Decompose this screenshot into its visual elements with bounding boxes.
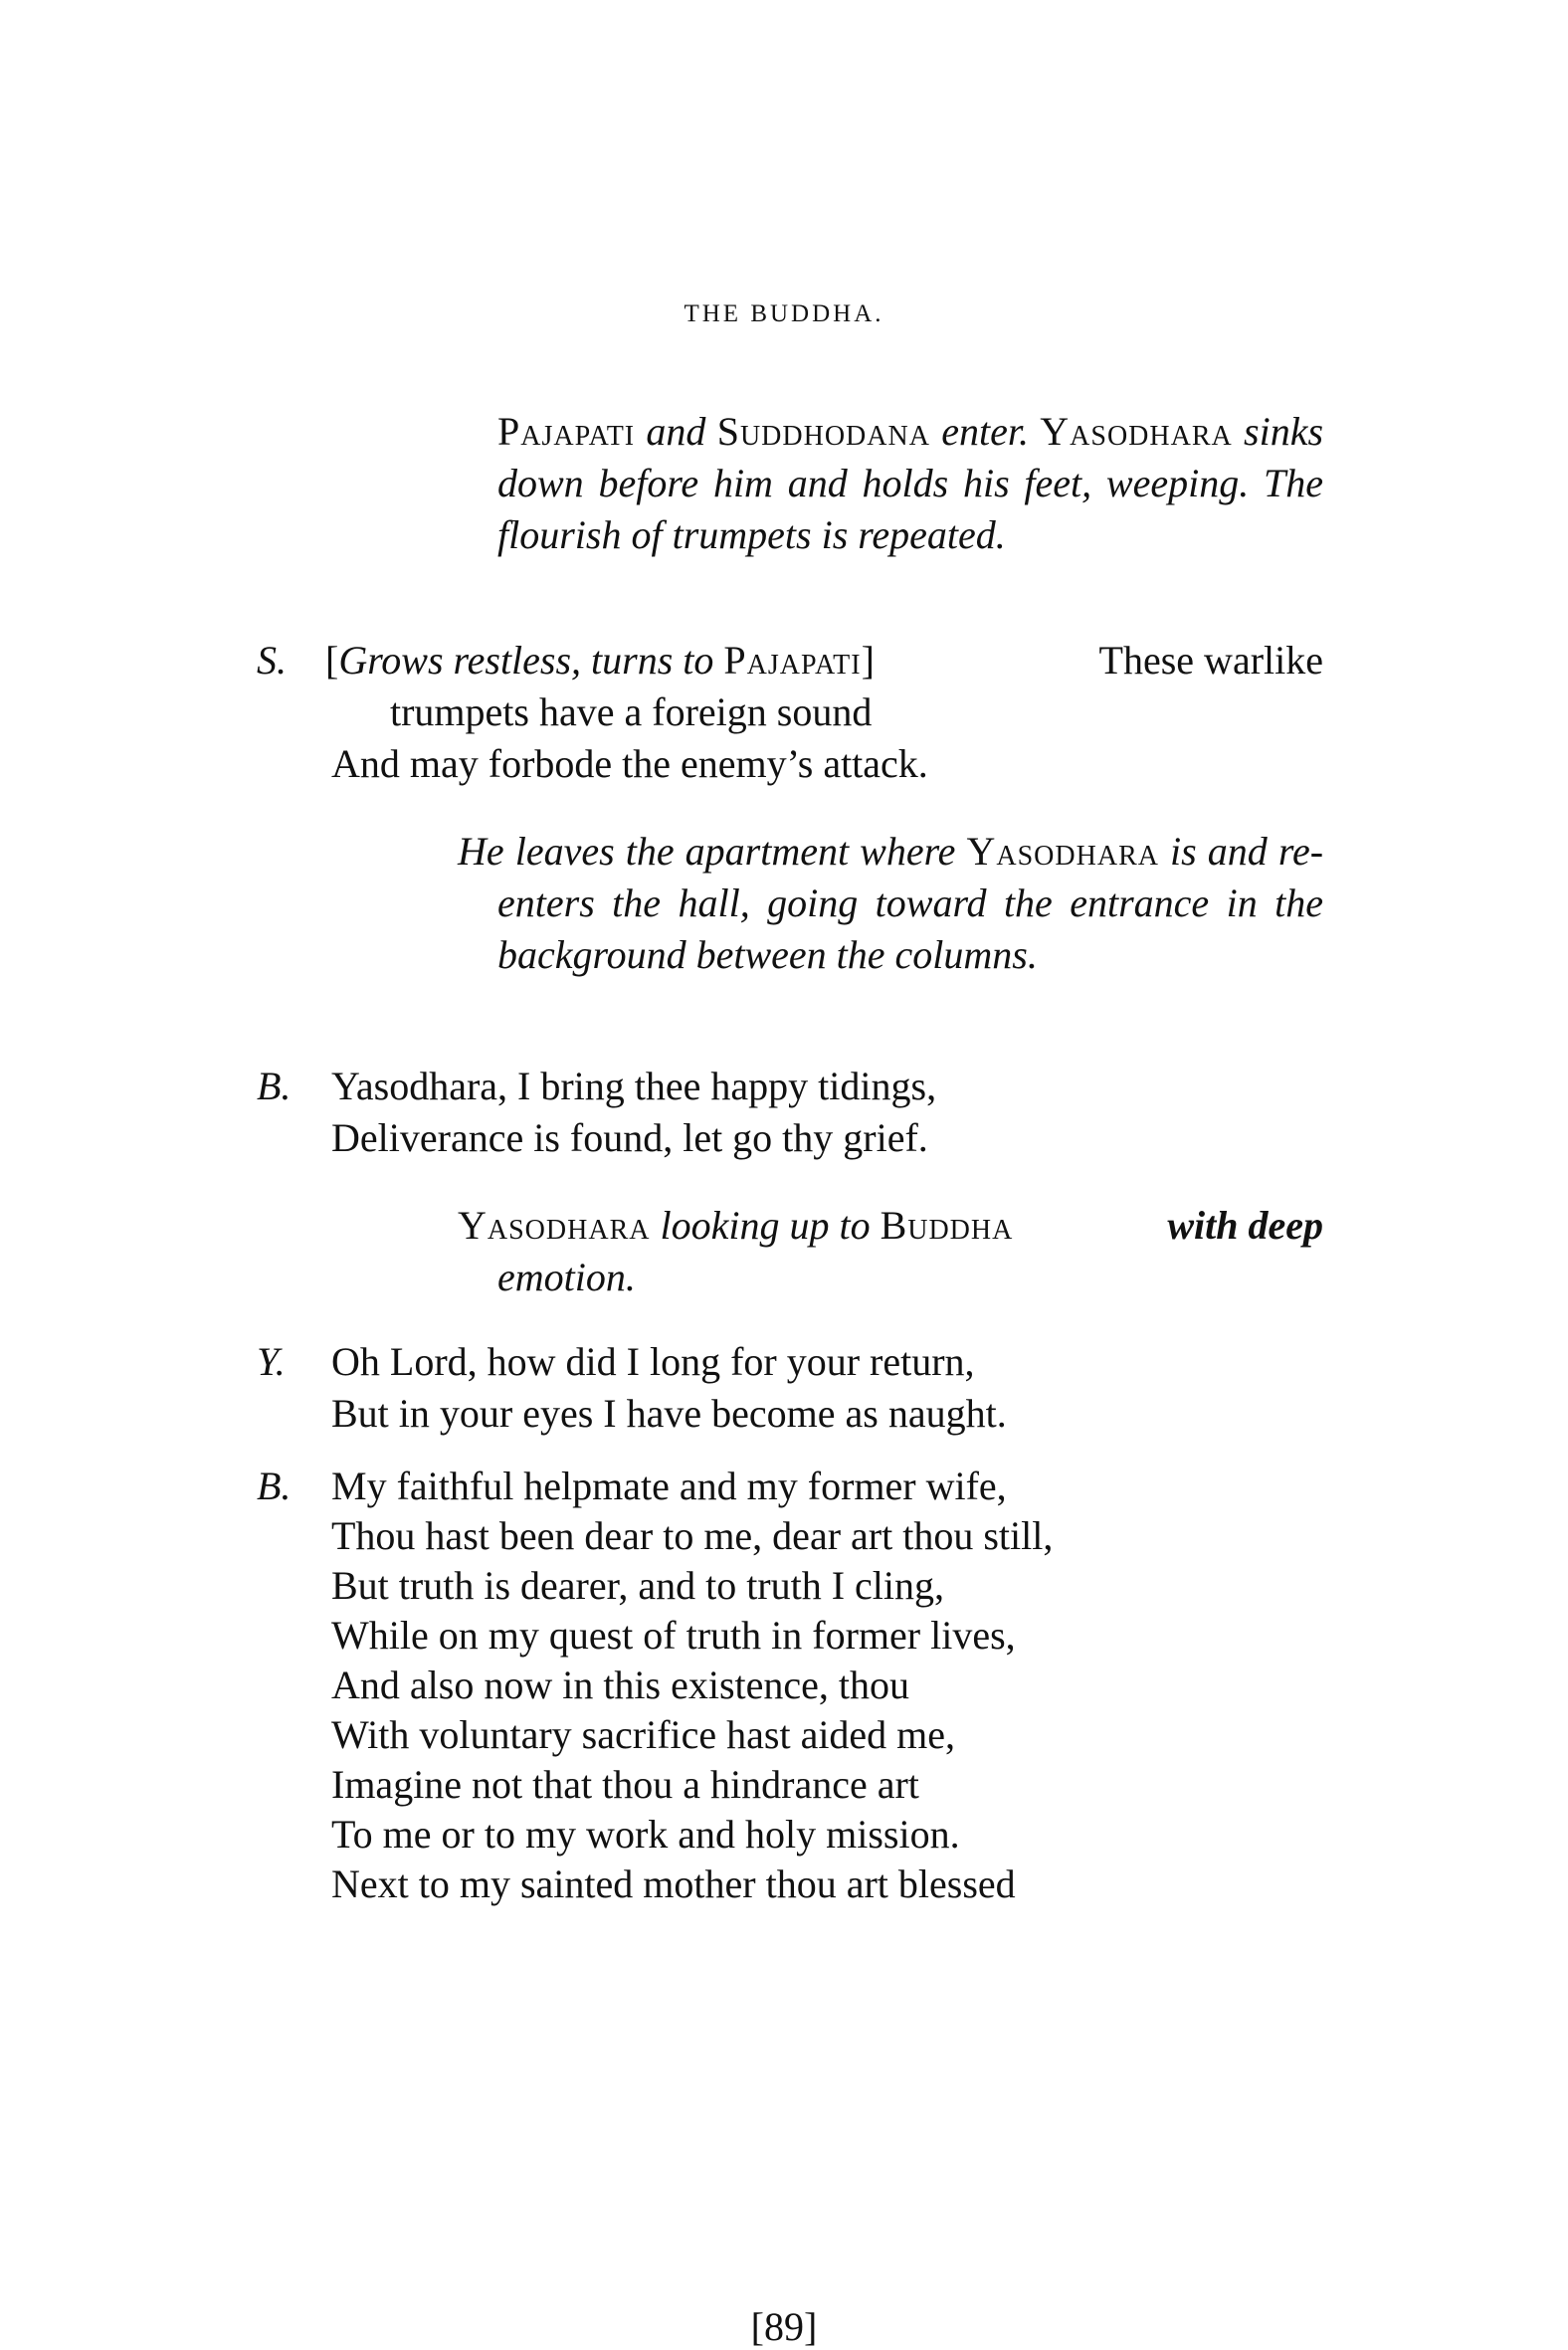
character-name: Buddha xyxy=(880,1203,1014,1248)
dialogue-line: But in your eyes I have become as naught. xyxy=(331,1391,1007,1436)
dialogue-line: Thou hast been dear to me, dear art thou still, xyxy=(331,1513,1054,1558)
dialogue-line: My faithful helpmate and my former wife, xyxy=(331,1464,1007,1508)
character-name: Yasodhara xyxy=(1040,409,1233,454)
dialogue-text: These warlike xyxy=(1098,638,1323,683)
character-name: Suddhodana xyxy=(716,409,930,454)
dialogue-line: Next to my sainted mother thou art blessed xyxy=(331,1861,1016,1906)
stage-text: Grows restless, turns to xyxy=(338,638,714,683)
bracket: ] xyxy=(861,638,875,683)
speaker-label: B. xyxy=(257,1464,292,1508)
dialogue-line: But truth is dearer, and to truth I cling, xyxy=(331,1563,945,1608)
speaker-label: S. xyxy=(257,638,287,683)
character-name: Pajapati xyxy=(723,638,862,683)
running-header: THE BUDDHA. xyxy=(684,300,884,327)
speaker-label: Y. xyxy=(257,1339,286,1384)
dialogue-line: To me or to my work and holy mission. xyxy=(331,1812,960,1857)
stage-direction xyxy=(458,1202,1323,1249)
stage-text: He leaves the apartment where xyxy=(458,829,956,874)
stage-text: with deep xyxy=(1167,1203,1323,1248)
character-name: Pajapati xyxy=(497,409,636,454)
dialogue-line: And may forbode the enemy’s attack. xyxy=(331,741,928,786)
stage-text: emotion. xyxy=(497,1255,636,1299)
stage-text: and xyxy=(646,409,706,454)
dialogue-line: With voluntary sacrifice hast aided me, xyxy=(331,1712,956,1757)
stage-direction xyxy=(458,826,1324,981)
dialogue-line: trumpets have a foreign sound xyxy=(390,689,873,734)
dialogue-line: Yasodhara, I bring thee happy tidings, xyxy=(331,1064,937,1108)
dialogue-line: Oh Lord, how did I long for your return, xyxy=(331,1339,975,1384)
speaker-label: B. xyxy=(257,1064,292,1108)
stage-text: is and re-enters the hall, going toward the entrance in the background between the columns. xyxy=(497,829,1324,977)
stage-text: enter. xyxy=(941,409,1029,454)
dialogue-line: While on my quest of truth in former lives, xyxy=(331,1613,1016,1658)
character-name: Yasodhara xyxy=(458,1203,651,1248)
bracket: [ xyxy=(325,638,339,683)
stage-text: looking up to xyxy=(660,1203,871,1248)
stage-text: sinks down before him and holds his feet, weeping. The flourish of trumpets is repeated. xyxy=(497,409,1324,557)
character-name: Yasodhara xyxy=(966,829,1159,874)
page-number: [89] xyxy=(750,2304,818,2349)
dialogue-line: Deliverance is found, let go thy grief. xyxy=(331,1115,928,1160)
dialogue-line: Imagine not that thou a hindrance art xyxy=(331,1762,919,1807)
dialogue-line xyxy=(325,637,1323,684)
dialogue-line: And also now in this existence, thou xyxy=(331,1663,910,1707)
stage-direction xyxy=(497,406,1323,561)
